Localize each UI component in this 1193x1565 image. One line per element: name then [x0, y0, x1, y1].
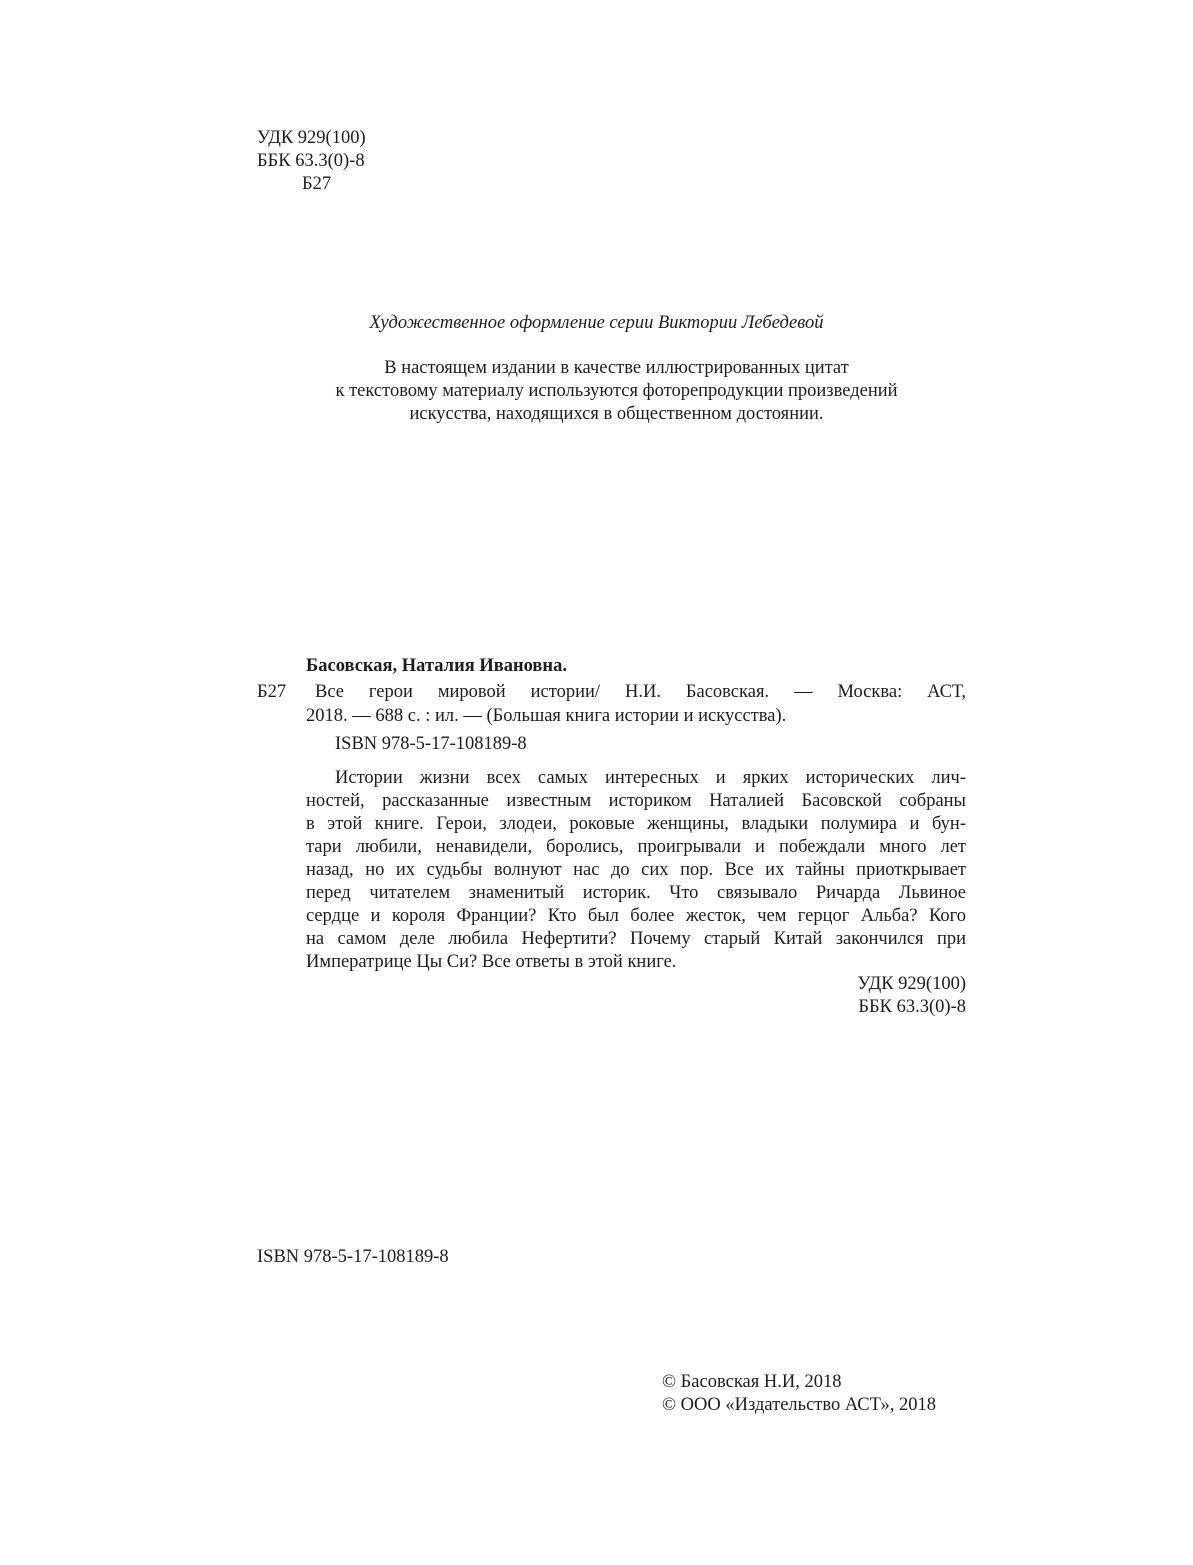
annotation-line: Истории жизни всех самых интересных и ярких исторических лич-: [335, 768, 966, 788]
design-credit: Художественное оформление серии Виктории Лебедевой: [369, 313, 824, 333]
isbn: ISBN 978-5-17-108189-8: [257, 1247, 449, 1267]
author-mark: Б27: [302, 174, 332, 194]
annotation-line: тари любили, ненавидели, боролись, проигрывали и побеждали много лет: [306, 837, 966, 857]
bbk-code: ББК 63.3(0)-8: [257, 151, 365, 171]
biblio-line: Все герои мировой истории/ Н.И. Басовская. — Москва: АСТ,: [315, 682, 966, 702]
public-domain-notice: [0, 357, 1193, 426]
card-author-mark: Б27: [257, 682, 287, 702]
bibliographic-description: [306, 680, 966, 728]
annotation-line: ностей, рассказанные известным историком Наталией Басовской собраны: [306, 791, 966, 811]
card-udk-code: УДК 929(100): [857, 974, 966, 994]
annotation-line: сердце и короля Франции? Кто был более жесток, чем герцог Альба? Кого: [306, 906, 966, 926]
card-classification: [306, 973, 966, 1019]
annotation-line: на самом деле любила Нефертити? Почему старый Китай закончился при: [306, 929, 966, 949]
card-isbn: ISBN 978-5-17-108189-8: [335, 734, 527, 754]
annotation: [306, 767, 966, 974]
notice-line: В настоящем издании в качестве иллюстрированных цитат: [384, 358, 849, 378]
biblio-line: 2018. — 688 с. : ил. — (Большая книга истории и искусства).: [306, 706, 787, 726]
notice-line: искусства, находящихся в общественном достоянии.: [409, 404, 824, 424]
copyright-line: © Басовская Н.И, 2018: [662, 1372, 842, 1392]
annotation-line: Императрице Цы Си? Все ответы в этой книге.: [306, 952, 677, 972]
card-author: Басовская, Наталия Ивановна.: [306, 656, 567, 676]
notice-line: к текстовому материалу используются фоторепродукции произведений: [335, 381, 898, 401]
udk-code: УДК 929(100): [257, 128, 366, 148]
copyright-block: [662, 1371, 936, 1417]
annotation-line: в этой книге. Герои, злодеи, роковые женщины, владыки полумира и бун-: [306, 814, 966, 834]
annotation-line: перед читателем знаменитый историк. Что связывало Ричарда Львиное: [306, 883, 966, 903]
classification-block: [257, 127, 366, 196]
card-bbk-code: ББК 63.3(0)-8: [858, 997, 966, 1017]
annotation-line: назад, но их судьбы волнуют нас до сих пор. Все их тайны приоткрывает: [306, 860, 966, 880]
copyright-line: © ООО «Издательство АСТ», 2018: [662, 1395, 936, 1415]
